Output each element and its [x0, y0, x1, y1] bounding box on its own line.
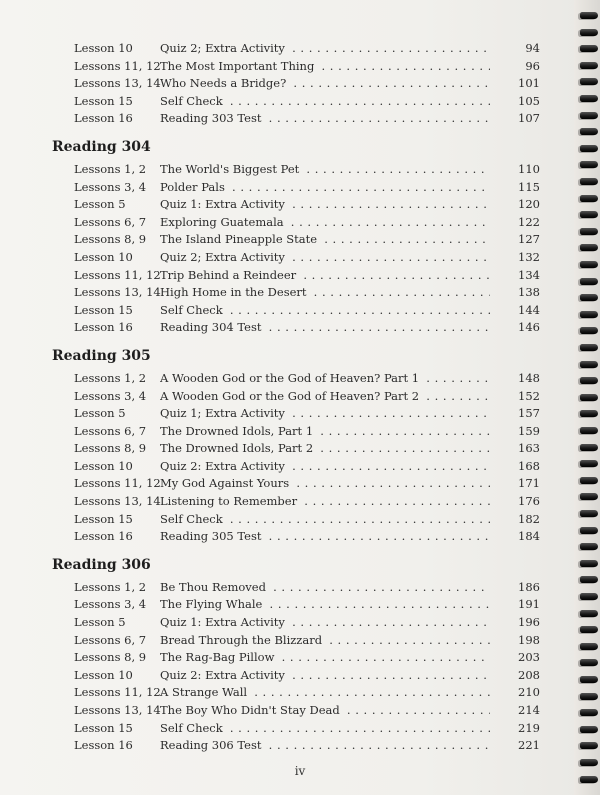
toc-entry	[52, 179, 542, 197]
entry-title	[160, 249, 490, 267]
toc-entry	[52, 231, 542, 249]
entry-page-number: 186	[518, 579, 540, 594]
entry-page-number: 94	[525, 41, 540, 55]
toc-entry	[52, 458, 542, 476]
lesson-label: Lesson 10	[74, 458, 133, 473]
toc-entry	[52, 579, 542, 597]
toc-entry	[52, 196, 542, 214]
lesson-label: Lessons 13, 14	[74, 76, 161, 91]
lesson-label: Lesson 5	[74, 406, 126, 421]
entry-title-text: Trip Behind a Reindeer	[160, 267, 297, 282]
entry-title	[160, 702, 490, 720]
spiral-coil	[580, 560, 598, 567]
table-of-contents	[52, 40, 542, 755]
entry-title	[160, 58, 490, 76]
entry-title-text: The Drowned Idols, Part 1	[160, 423, 314, 438]
spiral-coil	[580, 493, 598, 500]
entry-page-number: 157	[518, 406, 540, 421]
spiral-coil	[580, 643, 598, 650]
toc-entry	[52, 667, 542, 685]
entry-title-text: Listening to Remember	[160, 494, 298, 509]
spiral-coil	[580, 776, 598, 783]
lesson-label: Lesson 15	[74, 720, 133, 735]
lesson-label: Lesson 10	[74, 249, 133, 264]
spiral-coil	[580, 543, 598, 550]
toc-entry	[52, 737, 542, 755]
entry-page-number: 144	[518, 302, 540, 317]
spiral-coil	[580, 444, 598, 451]
lesson-label: Lesson 15	[74, 93, 133, 108]
entry-page-number: 152	[518, 388, 540, 403]
lesson-label: Lessons 1, 2	[74, 161, 147, 176]
entry-title	[160, 596, 490, 614]
entry-page-number: 148	[518, 370, 540, 385]
entry-title	[160, 405, 490, 423]
section-heading: Reading 305	[52, 347, 151, 364]
spiral-coil	[580, 693, 598, 700]
lesson-label: Lessons 1, 2	[74, 370, 147, 385]
section-heading: Reading 306	[52, 556, 151, 573]
entry-title-text: The Flying Whale	[160, 597, 263, 612]
spiral-coil	[580, 145, 598, 152]
entry-title-text: Quiz 1: Extra Activity	[160, 197, 285, 212]
toc-entry	[52, 528, 542, 546]
entry-title-text: Reading 305 Test	[160, 529, 262, 544]
spiral-coil	[580, 410, 598, 417]
entry-title-text: Quiz 2; Extra Activity	[160, 249, 285, 264]
lesson-label: Lesson 16	[74, 320, 133, 335]
toc-entry	[52, 214, 542, 232]
spiral-coil	[580, 726, 598, 733]
entry-page-number: 122	[518, 214, 540, 229]
spiral-coil	[580, 12, 598, 19]
spiral-coil	[580, 377, 598, 384]
entry-title	[160, 737, 490, 755]
spiral-coil	[580, 161, 598, 168]
spiral-coil	[580, 576, 598, 583]
entry-title-text: Quiz 2: Extra Activity	[160, 667, 285, 682]
spiral-coil	[580, 593, 598, 600]
spiral-coil	[580, 709, 598, 716]
entry-page-number: 110	[518, 161, 540, 176]
entry-title	[160, 214, 490, 232]
toc-entry	[52, 423, 542, 441]
lesson-label: Lesson 15	[74, 511, 133, 526]
spiral-coil	[580, 344, 598, 351]
lesson-label: Lessons 13, 14	[74, 285, 161, 300]
entry-page-number: 127	[518, 232, 540, 247]
lesson-label: Lesson 16	[74, 111, 133, 126]
entry-title	[160, 93, 490, 111]
toc-entry	[52, 475, 542, 493]
entry-title	[160, 179, 490, 197]
toc-entry	[52, 161, 542, 179]
entry-page-number: 214	[518, 703, 540, 717]
entry-title-text: Quiz 2: Extra Activity	[160, 458, 285, 473]
entry-title-text: Reading 303 Test	[160, 111, 262, 126]
entry-title	[160, 110, 490, 128]
entry-title-text: Quiz 1; Extra Activity	[160, 406, 285, 421]
lesson-label: Lessons 8, 9	[74, 650, 147, 665]
toc-entry	[52, 440, 542, 458]
entry-title-text: High Home in the Desert	[160, 285, 307, 300]
entry-title	[160, 196, 490, 214]
toc-entry	[52, 614, 542, 632]
entry-page-number: 120	[518, 197, 540, 212]
spiral-coil	[580, 759, 598, 766]
entry-title-text: The Boy Who Didn't Stay Dead	[160, 703, 340, 717]
spiral-coil	[580, 311, 598, 318]
spiral-coil	[580, 742, 598, 749]
entry-title	[160, 267, 490, 285]
entry-title	[160, 388, 490, 406]
entry-title	[160, 284, 490, 302]
lesson-label: Lessons 13, 14	[74, 494, 161, 509]
spiral-coil	[580, 228, 598, 235]
spiral-coil	[580, 128, 598, 135]
lesson-label: Lessons 13, 14	[74, 703, 161, 717]
entry-title-text: Who Needs a Bridge?	[160, 76, 287, 91]
spiral-coil	[580, 211, 598, 218]
toc-entry	[52, 319, 542, 337]
entry-page-number: 184	[518, 529, 540, 544]
spiral-coil	[580, 95, 598, 102]
lesson-label: Lessons 3, 4	[74, 388, 147, 403]
entry-title	[160, 161, 490, 179]
entry-title	[160, 302, 490, 320]
toc-entry	[52, 388, 542, 406]
entry-title-text: A Wooden God or the God of Heaven? Part 2	[160, 388, 420, 403]
entry-title-text: Self Check	[160, 511, 223, 526]
entry-title-text: The Most Important Thing	[160, 58, 315, 73]
lesson-label: Lesson 5	[74, 615, 126, 630]
entry-title	[160, 720, 490, 738]
entry-title-text: Reading 304 Test	[160, 320, 262, 335]
spiral-coil	[580, 477, 598, 484]
entry-title-text: Be Thou Removed	[160, 579, 266, 594]
entry-title	[160, 667, 490, 685]
spiral-coil	[580, 510, 598, 517]
section-heading: Reading 304	[52, 138, 151, 155]
toc-entry	[52, 702, 542, 720]
lesson-label: Lesson 10	[74, 667, 133, 682]
spiral-coil	[580, 659, 598, 666]
entry-page-number: 163	[518, 441, 540, 456]
entry-title-text: Quiz 1: Extra Activity	[160, 615, 285, 630]
spiral-coil	[580, 394, 598, 401]
entry-title	[160, 493, 490, 511]
entry-page-number: 132	[518, 249, 540, 264]
toc-entry	[52, 511, 542, 529]
spiral-binding	[574, 0, 600, 795]
entry-title	[160, 458, 490, 476]
entry-title	[160, 614, 490, 632]
entry-title-text: The World's Biggest Pet	[160, 161, 300, 176]
entry-title	[160, 684, 490, 702]
entry-page-number: 198	[518, 632, 540, 647]
entry-title-text: Self Check	[160, 720, 223, 735]
toc-entry	[52, 40, 542, 58]
entry-title-text: A Strange Wall	[160, 685, 248, 700]
lesson-label: Lessons 6, 7	[74, 632, 147, 647]
entry-title-text: Reading 306 Test	[160, 738, 262, 753]
entry-title-text: Self Check	[160, 93, 223, 108]
spiral-coil	[580, 278, 598, 285]
spiral-coil	[580, 29, 598, 36]
entry-title	[160, 528, 490, 546]
toc-entry	[52, 58, 542, 76]
toc-entry	[52, 632, 542, 650]
spiral-coil	[580, 62, 598, 69]
entry-page-number: 146	[518, 320, 540, 335]
spiral-coil	[580, 527, 598, 534]
lesson-label: Lesson 5	[74, 197, 126, 212]
entry-title-text: My God Against Yours	[160, 476, 290, 491]
entry-page-number: 219	[518, 720, 540, 735]
spiral-coil	[580, 261, 598, 268]
entry-page-number: 107	[518, 111, 540, 126]
entry-title-text: Quiz 2; Extra Activity	[160, 41, 285, 55]
entry-title-text: The Island Pineapple State	[160, 232, 318, 247]
spiral-coil	[580, 112, 598, 119]
entry-title-text: Polder Pals	[160, 179, 225, 194]
spiral-coil	[580, 361, 598, 368]
toc-entry	[52, 302, 542, 320]
lesson-label: Lesson 16	[74, 738, 133, 753]
lesson-label: Lesson 10	[74, 41, 133, 55]
entry-title	[160, 511, 490, 529]
entry-page-number: 210	[518, 685, 540, 700]
toc-entry	[52, 596, 542, 614]
lesson-label: Lessons 11, 12	[74, 267, 161, 282]
spiral-coil	[580, 676, 598, 683]
toc-entry	[52, 493, 542, 511]
spiral-coil	[580, 626, 598, 633]
toc-entry	[52, 267, 542, 285]
toc-entry	[52, 405, 542, 423]
entry-page-number: 221	[518, 738, 540, 753]
lesson-label: Lesson 16	[74, 529, 133, 544]
entry-title	[160, 319, 490, 337]
spiral-coil	[580, 610, 598, 617]
entry-page-number: 134	[518, 267, 540, 282]
entry-title	[160, 423, 490, 441]
entry-page-number: 105	[518, 93, 540, 108]
lesson-label: Lessons 11, 12	[74, 476, 161, 491]
lesson-label: Lessons 8, 9	[74, 441, 147, 456]
spiral-coil	[580, 45, 598, 52]
toc-entry	[52, 284, 542, 302]
toc-entry	[52, 110, 542, 128]
toc-entry	[52, 370, 542, 388]
entry-title-text: Bread Through the Blizzard	[160, 632, 323, 647]
entry-title	[160, 440, 490, 458]
entry-page-number: 191	[518, 597, 540, 612]
entry-page-number: 168	[518, 458, 540, 473]
entry-title	[160, 475, 490, 493]
toc-entry	[52, 249, 542, 267]
lesson-label: Lessons 3, 4	[74, 597, 147, 612]
spiral-coil	[580, 178, 598, 185]
entry-title-text: Exploring Guatemala	[160, 214, 284, 229]
entry-title-text: The Rag-Bag Pillow	[160, 650, 275, 665]
entry-title	[160, 579, 490, 597]
entry-page-number: 182	[518, 511, 540, 526]
lesson-label: Lessons 1, 2	[74, 579, 147, 594]
entry-page-number: 138	[518, 285, 540, 300]
toc-entry	[52, 75, 542, 93]
entry-page-number: 96	[525, 58, 540, 73]
spiral-coil	[580, 195, 598, 202]
lesson-label: Lessons 6, 7	[74, 423, 147, 438]
entry-title	[160, 370, 490, 388]
entry-title	[160, 231, 490, 249]
lesson-label: Lessons 11, 12	[74, 685, 161, 700]
spiral-coil	[580, 427, 598, 434]
entry-title	[160, 40, 490, 58]
toc-entry	[52, 720, 542, 738]
lesson-label: Lessons 11, 12	[74, 58, 161, 73]
entry-page-number: 171	[518, 476, 540, 491]
entry-page-number: 203	[518, 650, 540, 665]
lesson-label: Lessons 3, 4	[74, 179, 147, 194]
entry-title	[160, 632, 490, 650]
entry-title-text: A Wooden God or the God of Heaven? Part 1	[160, 370, 420, 385]
entry-page-number: 208	[518, 667, 540, 682]
entry-page-number: 196	[518, 615, 540, 630]
entry-page-number: 176	[518, 494, 540, 509]
toc-entry	[52, 93, 542, 111]
spiral-coil	[580, 460, 598, 467]
entry-title-text: The Drowned Idols, Part 2	[160, 441, 314, 456]
lesson-label: Lessons 8, 9	[74, 232, 147, 247]
spiral-coil	[580, 327, 598, 334]
lesson-label: Lessons 6, 7	[74, 214, 147, 229]
toc-entry	[52, 649, 542, 667]
page-number: iv	[294, 764, 306, 778]
spiral-coil	[580, 244, 598, 251]
entry-title	[160, 649, 490, 667]
spiral-coil	[580, 294, 598, 301]
entry-page-number: 115	[518, 179, 540, 194]
toc-entry	[52, 684, 542, 702]
entry-page-number: 159	[518, 423, 540, 438]
entry-title-text: Self Check	[160, 302, 223, 317]
spiral-coil	[580, 78, 598, 85]
lesson-label: Lesson 15	[74, 302, 133, 317]
entry-title	[160, 75, 490, 93]
entry-page-number: 101	[518, 76, 540, 91]
